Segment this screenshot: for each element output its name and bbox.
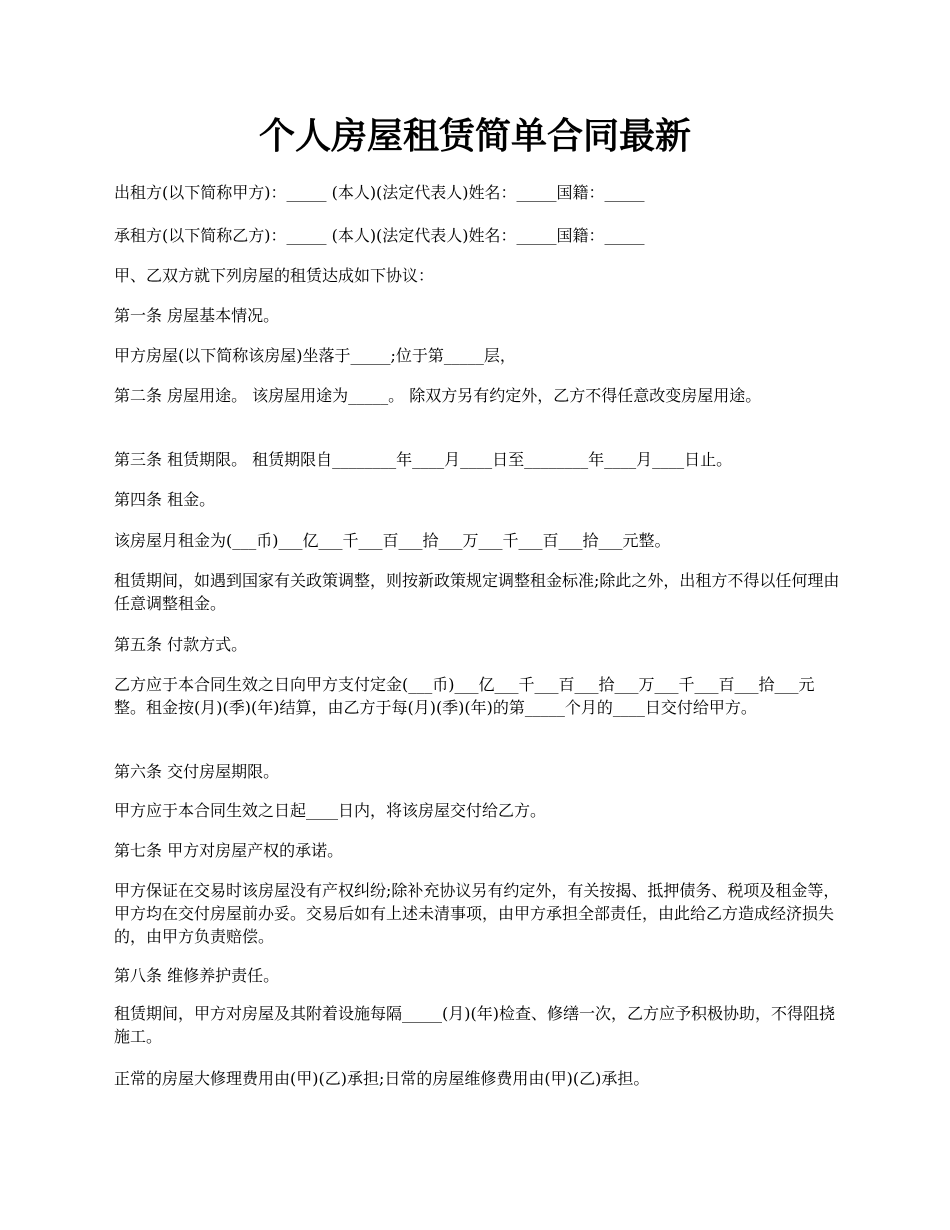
paragraph-article-7-heading: 第七条 甲方对房屋产权的承诺。 [114, 841, 344, 860]
paragraph-article-4-heading: 第四条 租金。 [114, 490, 216, 509]
paragraph-article-6-heading: 第六条 交付房屋期限。 [114, 762, 280, 781]
paragraph-article-1-heading: 第一条 房屋基本情况。 [114, 306, 280, 325]
paragraph-article-1-body: 甲方房屋(以下简称该房屋)坐落于_____;位于第_____层， [114, 346, 516, 365]
paragraph-article-6-body: 甲方应于本合同生效之日起____日内，将该房屋交付给乙方。 [114, 801, 547, 820]
paragraph-article-7-body: 甲方保证在交易时该房屋没有产权纠纷;除补充协议另有约定外，有关按揭、抵押债务、税项及租金等，甲方均在交付房屋前办妥。交易后如有上述未清事项，由甲方承担全部责任，由此给乙方造成经济损失的，由甲方负责赔偿。 [114, 881, 840, 946]
paragraph-lessor: 出租方(以下简称甲方)：_____ (本人)(法定代表人)姓名：_____国籍：_____ [114, 183, 645, 202]
document-title: 个人房屋租赁简单合同最新 [258, 115, 691, 157]
paragraph-article-4-rent: 该房屋月租金为(___币)___亿___千___百___拾___万___千___百___拾___元整。 [114, 531, 671, 550]
paragraph-article-4-adjustment: 租赁期间，如遇到国家有关政策调整，则按新政策规定调整租金标准;除此之外，出租方不得以任何理由任意调整租金。 [114, 571, 840, 613]
paragraph-lessee: 承租方(以下简称乙方)：_____ (本人)(法定代表人)姓名：_____国籍：_____ [114, 226, 645, 245]
paragraph-article-8-body: 租赁期间，甲方对房屋及其附着设施每隔_____(月)(年)检查、修缮一次，乙方应予积极协助，不得阻挠施工。 [114, 1004, 835, 1046]
paragraph-article-5-body: 乙方应于本合同生效之日向甲方支付定金(___币)___亿___千___百___拾___万___千___百___拾___元整。租金按(月)(季)(年)结算，由乙方于每(月)(季)(年)的第_____个月的____日交付给甲方。 [114, 675, 815, 717]
paragraph-agreement-intro: 甲、乙双方就下列房屋的租赁达成如下协议： [114, 266, 435, 285]
paragraph-article-5-heading: 第五条 付款方式。 [114, 635, 248, 654]
paragraph-article-8-costs: 正常的房屋大修理费用由(甲)(乙)承担;日常的房屋维修费用由(甲)(乙)承担。 [114, 1069, 650, 1088]
paragraph-article-8-heading: 第八条 维修养护责任。 [114, 966, 280, 985]
paragraph-article-3: 第三条 租赁期限。 租赁期限自________年____月____日至________年____月____日止。 [114, 450, 733, 469]
paragraph-article-2: 第二条 房屋用途。 该房屋用途为_____。 除双方另有约定外，乙方不得任意改变房屋用途。 [114, 386, 762, 405]
